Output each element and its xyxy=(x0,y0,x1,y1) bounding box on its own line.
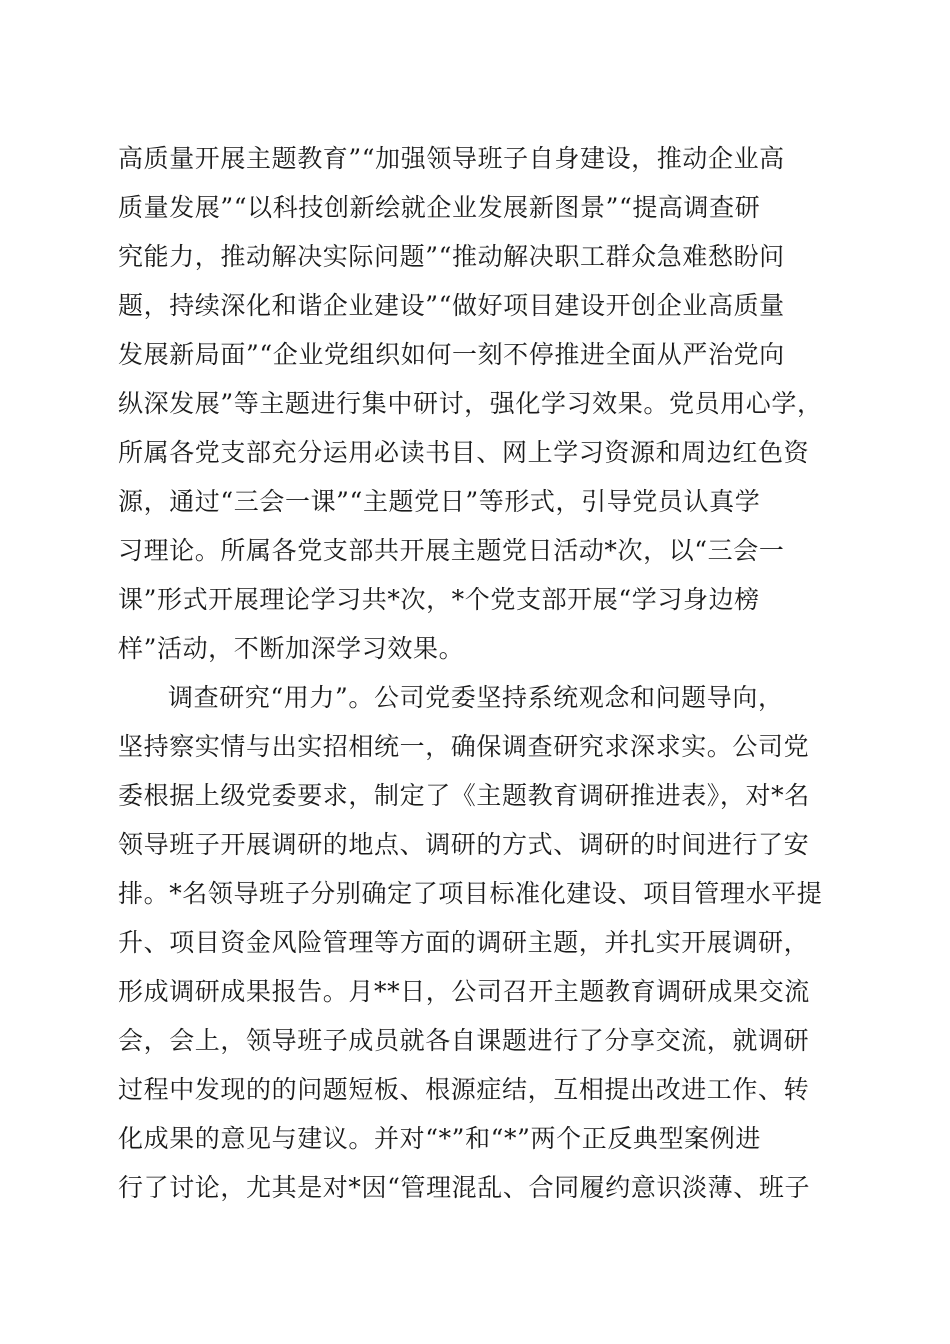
paragraph-start-line: 调查研究“用力”。公司党委坚持系统观念和问题导向， xyxy=(168,683,784,712)
text-line: 升、项目资金风险管理等方面的调研主题，并扎实开展调研， xyxy=(118,928,810,957)
text-line: 高质量开展主题教育”“加强领导班子自身建设，推动企业高 xyxy=(118,144,785,173)
text-line: 委根据上级党委要求，制定了《主题教育调研推进表》，对*名 xyxy=(118,781,810,810)
text-line: 纵深发展”等主题进行集中研讨，强化学习效果。党员用心学， xyxy=(118,389,823,418)
text-line: 源，通过“三会一课”“主题党日”等形式，引导党员认真学 xyxy=(118,487,761,516)
text-line: 习理论。所属各党支部共开展主题党日活动*次，以“三会一 xyxy=(118,536,785,565)
text-line: 究能力，推动解决实际问题”“推动解决职工群众急难愁盼问 xyxy=(118,242,785,271)
text-line: 会，会上，领导班子成员就各自课题进行了分享交流，就调研 xyxy=(118,1026,810,1055)
text-line: 过程中发现的的问题短板、根源症结，互相提出改进工作、转 xyxy=(118,1075,810,1104)
text-line: 形成调研成果报告。月**日，公司召开主题教育调研成果交流 xyxy=(118,977,810,1006)
text-line: 坚持察实情与出实招相统一，确保调查研究求深求实。公司党 xyxy=(118,732,810,761)
text-line: 排。*名领导班子分别确定了项目标准化建设、项目管理水平提 xyxy=(118,879,823,908)
text-line: 领导班子开展调研的地点、调研的方式、调研的时间进行了安 xyxy=(118,830,810,859)
text-line: 题，持续深化和谐企业建设”“做好项目建设开创企业高质量 xyxy=(118,291,785,320)
text-line: 样”活动，不断加深学习效果。 xyxy=(118,634,465,663)
text-line: 课”形式开展理论学习共*次，*个党支部开展“学习身边榜 xyxy=(118,585,760,614)
text-line: 化成果的意见与建议。并对“*”和“*”两个正反典型案例进 xyxy=(118,1124,761,1153)
text-line: 发展新局面”“企业党组织如何一刻不停推进全面从严治党向 xyxy=(118,340,785,369)
text-line: 行了讨论，尤其是对*因“管理混乱、合同履约意识淡薄、班子 xyxy=(118,1173,811,1202)
text-line: 所属各党支部充分运用必读书目、网上学习资源和周边红色资 xyxy=(118,438,810,467)
text-line: 质量发展”“以科技创新绘就企业发展新图景”“提高调查研 xyxy=(118,193,761,222)
